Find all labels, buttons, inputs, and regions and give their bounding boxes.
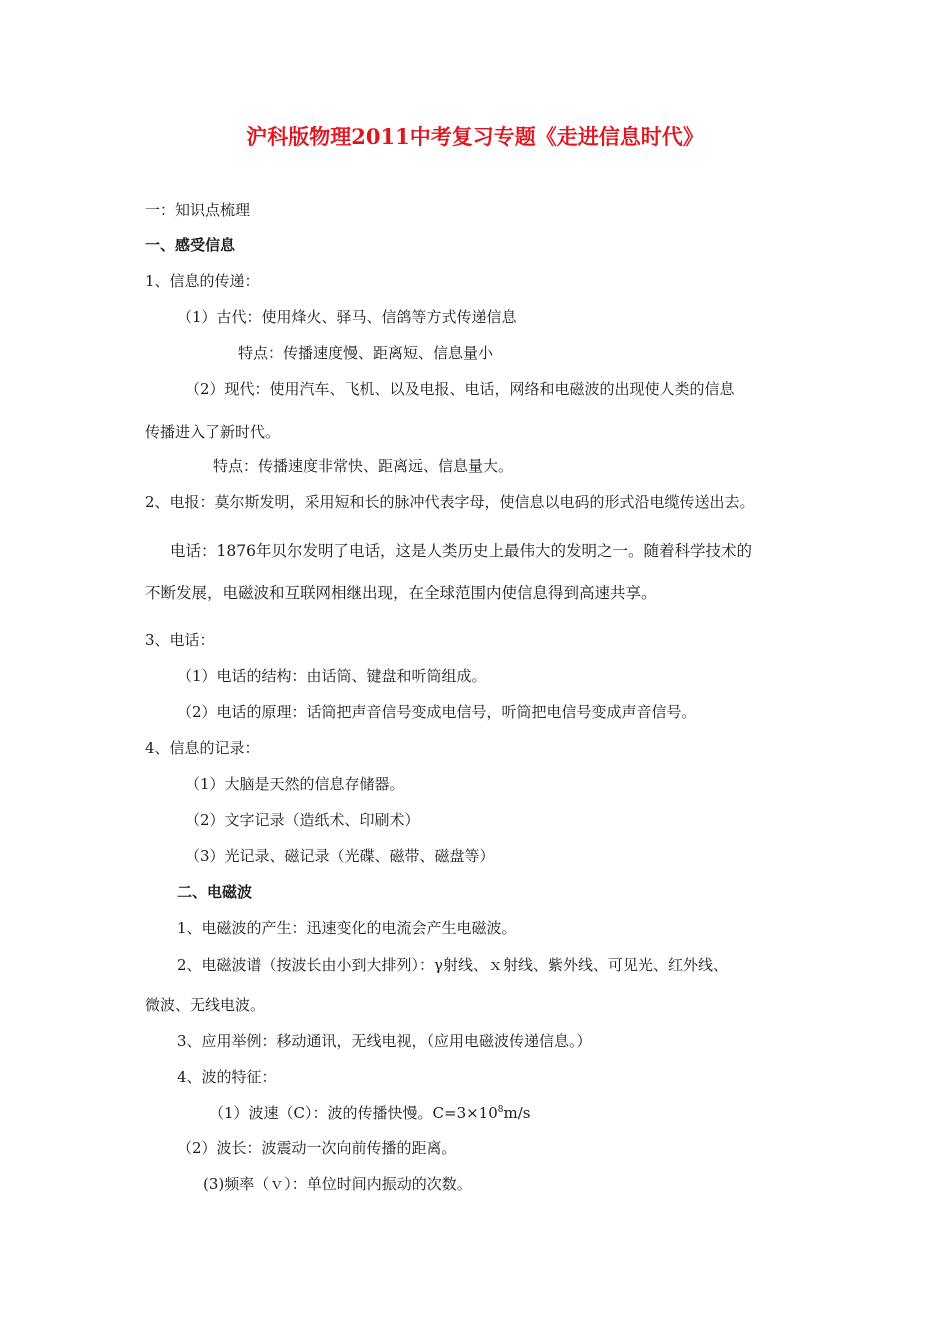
paragraph-line: （2）电话的原理：话筒把声音信号变成电信号，听筒把电信号变成声音信号。 bbox=[177, 703, 697, 721]
section-heading: 一、感受信息 bbox=[145, 236, 236, 254]
paragraph-line: （2）现代：使用汽车、飞机、以及电报、电话，网络和电磁波的出现使人类的信息 bbox=[185, 380, 735, 398]
paragraph-line: 特点：传播速度非常快、距离远、信息量大。 bbox=[213, 457, 514, 475]
paragraph-line: （3）光记录、磁记录（光碟、磁带、磁盘等） bbox=[185, 847, 495, 865]
wave-speed-exponent: 8 bbox=[497, 1105, 504, 1115]
paragraph-line: （2）波长：波震动一次向前传播的距离。 bbox=[177, 1139, 457, 1157]
paragraph-line: (3)频率（ｖ）：单位时间内振动的次数。 bbox=[203, 1175, 472, 1193]
paragraph-line: 3、应用举例：移动通讯，无线电视，（应用电磁波传递信息。） bbox=[177, 1032, 592, 1050]
paragraph-line: 4、信息的记录： bbox=[145, 739, 260, 757]
paragraph-line: 传播进入了新时代。 bbox=[145, 423, 281, 441]
paragraph-line: 1、信息的传递： bbox=[145, 272, 260, 290]
section-heading: 一：知识点梳理 bbox=[145, 201, 251, 219]
paragraph-line: 特点：传播速度慢、距离短、信息量小 bbox=[238, 344, 494, 362]
document-title: 沪科版物理2011中考复习专题《走进信息时代》 bbox=[246, 124, 704, 149]
paragraph-line: 电话：1876年贝尔发明了电话，这是人类历史上最伟大的发明之一。随着科学技术的 bbox=[170, 542, 752, 560]
wave-speed-line bbox=[209, 1103, 531, 1123]
paragraph-line: （1）电话的结构：由话筒、键盘和听筒组成。 bbox=[177, 667, 487, 685]
section-heading: 二、电磁波 bbox=[177, 883, 253, 901]
wave-speed-text: （1）波速（C）：波的传播快慢。C=3×10 bbox=[209, 1104, 498, 1122]
paragraph-line: 4、波的特征： bbox=[177, 1068, 277, 1086]
paragraph-line: 不断发展，电磁波和互联网相继出现，在全球范围内使信息得到高速共享。 bbox=[145, 584, 657, 602]
paragraph-line: 1、电磁波的产生：迅速变化的电流会产生电磁波。 bbox=[177, 919, 517, 937]
paragraph-line: （1）大脑是天然的信息存储器。 bbox=[185, 775, 405, 793]
paragraph-line: （1）古代：使用烽火、驿马、信鸽等方式传递信息 bbox=[177, 308, 517, 326]
paragraph-line: （2）文字记录（造纸术、印刷术） bbox=[185, 811, 420, 829]
paragraph-line: 2、电报：莫尔斯发明，采用短和长的脉冲代表字母，使信息以电码的形式沿电缆传送出去。 bbox=[145, 493, 755, 511]
wave-speed-unit: m/s bbox=[503, 1104, 531, 1122]
paragraph-line: 2、电磁波谱（按波长由小到大排列）：γ射线、ｘ射线、紫外线、可见光、红外线、 bbox=[177, 956, 729, 974]
paragraph-line: 微波、无线电波。 bbox=[145, 996, 266, 1014]
paragraph-line: 3、电话： bbox=[145, 631, 215, 649]
